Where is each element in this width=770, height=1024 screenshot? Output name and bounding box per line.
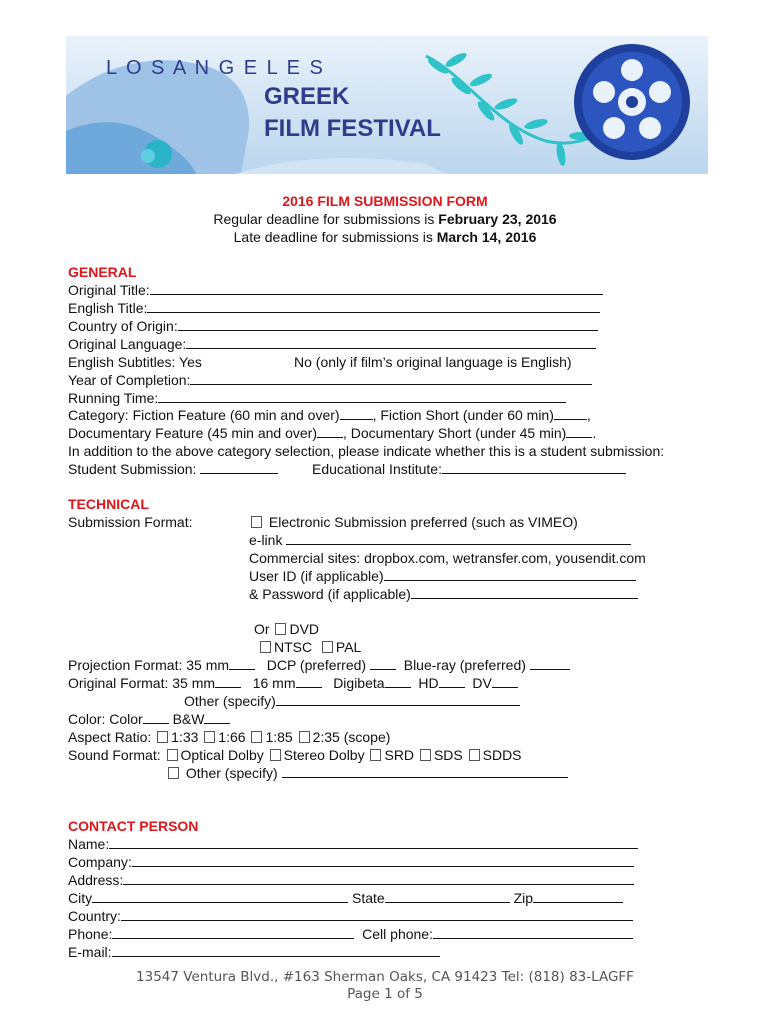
english-subtitles-no[interactable]: No (only if film’s original language is English) xyxy=(294,354,572,370)
english-title-line[interactable] xyxy=(147,300,600,313)
contact-country-line[interactable] xyxy=(121,908,633,921)
sound-other-line[interactable] xyxy=(282,765,568,778)
sound-sds-checkbox[interactable] xyxy=(420,749,431,761)
proj-bluray-blank[interactable] xyxy=(530,657,570,670)
sound-other-field[interactable]: Other (specify) xyxy=(166,764,568,782)
year-of-completion-field[interactable]: Year of Completion: xyxy=(68,371,592,389)
doc-feature-blank[interactable] xyxy=(317,425,343,438)
country-of-origin-field[interactable]: Country of Origin: xyxy=(68,317,598,335)
orig-dv-blank[interactable] xyxy=(492,675,518,688)
contact-company-line[interactable] xyxy=(132,854,634,867)
commercial-sites: Commercial sites: dropbox.com, wetransfer.com, yousendit.com xyxy=(249,550,646,566)
password-field[interactable]: & Password (if applicable) xyxy=(249,585,638,603)
student-submission-line[interactable] xyxy=(200,461,278,474)
proj-dcp-blank[interactable] xyxy=(370,657,396,670)
original-language-field[interactable]: Original Language: xyxy=(68,335,596,353)
original-format-line: Original Format: 35 mm 16 mm Digibeta HD DV xyxy=(68,674,518,692)
late-deadline: Late deadline for submissions is March 14, 2016 xyxy=(233,229,537,245)
contact-email-line[interactable] xyxy=(112,944,440,957)
running-time-line[interactable] xyxy=(158,390,566,403)
contact-city-line[interactable] xyxy=(92,890,348,903)
category-line-2: Documentary Feature (45 min and over) , Documentary Short (under 45 min) . xyxy=(68,425,597,441)
aspect-235-checkbox[interactable] xyxy=(299,731,310,743)
elink-line[interactable] xyxy=(286,532,631,545)
banner-line3: FILM FESTIVAL xyxy=(264,115,441,142)
banner-artwork xyxy=(66,36,708,174)
original-title-line[interactable] xyxy=(150,282,603,295)
banner-line2: GREEK xyxy=(264,83,350,110)
submission-format-label: Submission Format: xyxy=(68,514,193,530)
sound-srd-checkbox[interactable] xyxy=(370,749,381,761)
contact-name-field[interactable]: Name: xyxy=(68,835,638,853)
user-id-line[interactable] xyxy=(384,568,636,581)
page-number: Page 1 of 5 xyxy=(347,986,423,1002)
form-title: 2016 FILM SUBMISSION FORM xyxy=(282,193,488,209)
category-line-1: Category: Fiction Feature (60 min and over) , Fiction Short (under 60 min) , xyxy=(68,407,591,423)
aspect-185-checkbox[interactable] xyxy=(251,731,262,743)
orig-hd-blank[interactable] xyxy=(439,675,465,688)
dvd-checkbox[interactable] xyxy=(275,623,286,635)
technical-heading: TECHNICAL xyxy=(68,496,149,512)
contact-email-field[interactable]: E-mail: xyxy=(68,943,440,961)
contact-country-field[interactable]: Country: xyxy=(68,907,633,925)
english-title-field[interactable]: English Title: xyxy=(68,299,600,317)
user-id-field[interactable]: User ID (if applicable) xyxy=(249,567,636,585)
ntsc-checkbox[interactable] xyxy=(260,641,271,653)
contact-phone-row: Phone: Cell phone: xyxy=(68,925,633,943)
other-format-line[interactable] xyxy=(276,693,520,706)
original-title-field[interactable]: Original Title: xyxy=(68,281,603,299)
other-format-field[interactable]: Other (specify) xyxy=(184,692,520,710)
running-time-field[interactable]: Running Time: xyxy=(68,389,566,407)
contact-zip-line[interactable] xyxy=(533,890,623,903)
ntsc-pal-options: NTSC PAL xyxy=(258,638,361,656)
english-subtitles-yes[interactable]: English Subtitles: Yes xyxy=(68,354,202,370)
regular-deadline: Regular deadline for submissions is February 23, 2016 xyxy=(213,211,557,227)
footer-address: 13547 Ventura Blvd., #163 Sherman Oaks, CA 91423 Tel: (818) 83-LAGFF xyxy=(136,969,634,985)
sound-format-line: Sound Format: Optical Dolby Stereo Dolby SRD SDS SDDS xyxy=(68,747,522,763)
banner-line1: L O S A N G E L E S xyxy=(106,57,325,79)
pal-checkbox[interactable] xyxy=(322,641,333,653)
projection-format-line: Projection Format: 35 mm DCP (preferred) Blue-ray (preferred) xyxy=(68,656,570,674)
orig-16mm-blank[interactable] xyxy=(296,675,322,688)
contact-name-line[interactable] xyxy=(109,836,638,849)
dvd-option[interactable]: Or DVD xyxy=(254,621,320,637)
educational-institute-field[interactable]: Educational Institute: xyxy=(312,460,626,478)
educational-institute-line[interactable] xyxy=(442,461,626,474)
contact-address-line[interactable] xyxy=(123,872,634,885)
sound-other-checkbox[interactable] xyxy=(168,767,179,779)
electronic-option[interactable]: Electronic Submission preferred (such as VIMEO) xyxy=(249,513,578,531)
bw-blank[interactable] xyxy=(204,711,230,724)
contact-cell-line[interactable] xyxy=(433,926,633,939)
sound-stereo-checkbox[interactable] xyxy=(270,749,281,761)
year-of-completion-line[interactable] xyxy=(190,372,592,385)
contact-city-state-zip: City State Zip xyxy=(68,889,623,907)
festival-banner xyxy=(66,36,708,174)
contact-state-line[interactable] xyxy=(385,890,510,903)
aspect-ratio-line: Aspect Ratio: 1:33 1:66 1:85 2:35 (scope) xyxy=(68,729,391,745)
elink-field[interactable]: e-link xyxy=(249,531,631,549)
aspect-133-checkbox[interactable] xyxy=(157,731,168,743)
color-blank[interactable] xyxy=(143,711,169,724)
general-heading: GENERAL xyxy=(68,264,137,280)
doc-short-blank[interactable] xyxy=(566,425,592,438)
contact-phone-line[interactable] xyxy=(112,926,354,939)
fiction-short-blank[interactable] xyxy=(554,407,587,420)
password-line[interactable] xyxy=(411,586,638,599)
proj-35mm-blank[interactable] xyxy=(229,657,255,670)
student-note: In addition to the above category selection, please indicate whether this is a student submission: xyxy=(68,443,665,459)
sound-sdds-checkbox[interactable] xyxy=(469,749,480,761)
contact-heading: CONTACT PERSON xyxy=(68,818,199,834)
aspect-166-checkbox[interactable] xyxy=(204,731,215,743)
electronic-checkbox[interactable] xyxy=(251,516,262,528)
contact-address-field[interactable]: Address: xyxy=(68,871,634,889)
orig-35mm-blank[interactable] xyxy=(215,675,241,688)
student-submission-field[interactable]: Student Submission: xyxy=(68,460,278,478)
orig-digibeta-blank[interactable] xyxy=(385,675,411,688)
country-of-origin-line[interactable] xyxy=(178,318,598,331)
original-language-line[interactable] xyxy=(186,336,596,349)
contact-company-field[interactable]: Company: xyxy=(68,853,634,871)
sound-optical-checkbox[interactable] xyxy=(167,749,178,761)
film-reel-icon xyxy=(574,44,690,160)
color-line: Color: Color B&W xyxy=(68,710,230,728)
fiction-feature-blank[interactable] xyxy=(340,407,373,420)
